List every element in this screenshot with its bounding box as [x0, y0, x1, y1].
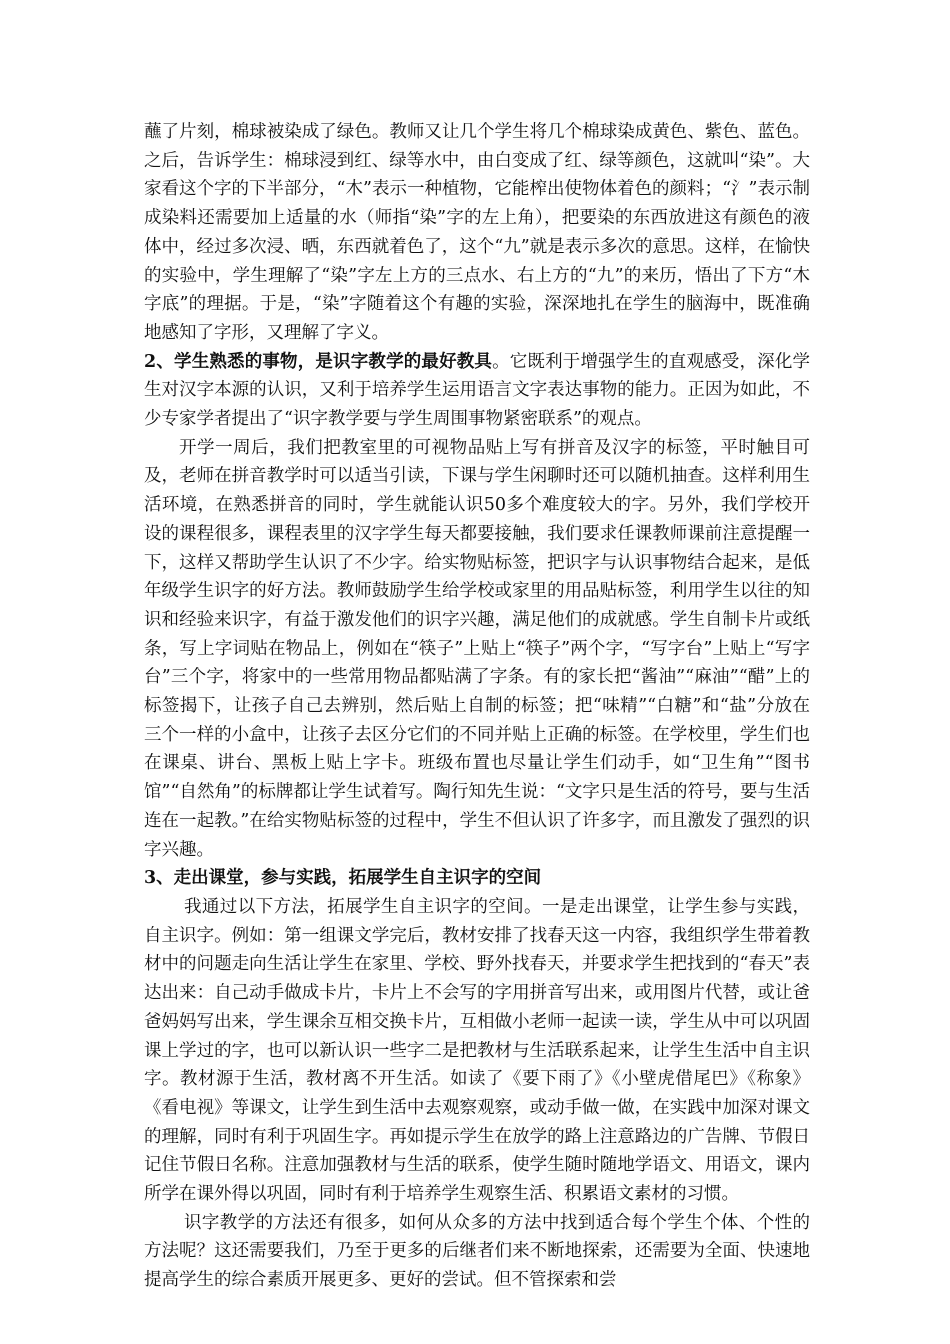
- paragraph-practice: 我通过以下方法，拓展学生自主识字的空间。一是走出课堂，让学生参与实践，自主识字。例如：第一组课文学完后，教材安排了找春天这一内容，我组织学生带着教材中的问题走向生活让学生在家里、学校、野外找春天，并要求学生把找到的“春天”表达出来：自己动手做成卡片，卡片上不会写的字用拼音写出来，或用图片代替，或让爸爸妈妈写出来，学生课余互相交换卡片，互相做小老师一起读一读，学生从中可以巩固课上学过的字，也可以新认识一些字二是把教材与生活联系起来，让学生生活中自主识字。教材源于生活，教材离不开生活。如读了《要下雨了》《小壁虎借尾巴》《称象》《看电视》等课文，让学生到生活中去观察观察，或动手做一做，在实践中加深对课文的理解，同时有利于巩固生字。再如提示学生在放学的路上注意路边的广告牌、节假日记住节假日名称。注意加强教材与生活的联系，使学生随时随地学语文、用语文，课内所学在课外得以巩固，同时有利于培养学生观察生活、积累语文素材的习惯。: [144, 896, 810, 1205]
- paragraph-dyeing-experiment: 蘸了片刻，棉球被染成了绿色。教师又让几个学生将几个棉球染成黄色、紫色、蓝色。之后，告诉学生：棉球浸到红、绿等水中，由白变成了红、绿等颜色，这就叫“染”。大家看这个字的下半部分，“木”表示一种植物，它能榨出使物体着色的颜料；“氵”表示制成染料还需要加上适量的水（师指“染”字的左上角），把要染的东西放进这有颜色的液体中，经过多次浸、晒，东西就着色了，这个“九”就是表示多次的意思。这样，在愉快的实验中，学生理解了“染”字左上方的三点水、右上方的“九”的来历，悟出了下方“木字底”的理据。于是，“染”字随着这个有趣的实验，深深地扎在学生的脑海中，既准确地感知了字形，又理解了字义。: [144, 122, 810, 343]
- document-body: [144, 118, 810, 1295]
- paragraph-conclusion: 识字教学的方法还有很多，如何从众多的方法中找到适合每个学生个体、个性的方法呢？这还需要我们，乃至于更多的后继者们来不断地探索，还需要为全面、快速地提高学生的综合素质开展更多、更好的尝试。但不管探索和尝: [144, 1212, 810, 1291]
- paragraph-labels: 开学一周后，我们把教室里的可视物品贴上写有拼音及汉字的标签，平时触目可及，老师在拼音教学时可以适当引读，下课与学生闲聊时还可以随机抽查。这样利用生活环境，在熟悉拼音的同时，学生就能认识50多个难度较大的字。另外，我们学校开设的课程很多，课程表里的汉字学生每天都要接触，我们要求任课教师课前注意提醒一下，这样又帮助学生认识了不少字。给实物贴标签，把识字与认识事物结合起来，是低年级学生识字的好方法。教师鼓励学生给学校或家里的用品贴标签，利用学生以往的知识和经验来识字，有益于激发他们的识字兴趣，满足他们的成就感。学生自制卡片或纸条，写上字词贴在物品上，例如在“筷子”上贴上“筷子”两个字，“写字台”上贴上“写字台”三个字，将家中的一些常用物品都贴满了字条。有的家长把“酱油”“麻油”“醋”上的标签揭下，让孩子自己去辨别，然后贴上自制的标签；把“味精”“白糖”和“盐”分放在三个一样的小盒中，让孩子去区分它们的不同并贴上正确的标签。在学校里，学生们也在课桌、讲台、黑板上贴上字卡。班级布置也尽量让学生们动手，如“卫生角”“图书馆”“自然角”的标牌都让学生试着写。陶行知先生说：“文字只是生活的符号，要与生活连在一起教。”在给实物贴标签的过程中，学生不但认识了许多字，而且激发了强烈的识字兴趣。: [144, 437, 810, 860]
- section-heading-3: 3、走出课堂，参与实践，拓展学生自主识字的空间: [144, 868, 542, 889]
- section-heading-2: 2、学生熟悉的事物，是识字教学的最好教具: [144, 351, 493, 372]
- paragraph-familiar-things: [144, 348, 810, 434]
- paragraph-familiar-things-text: 。它既利于增强学生的直观感受，深化学生对汉字本源的认识，又利于培养学生运用语言文字表达事物的能力。正因为如此，不少专家学者提出了“识字教学要与学生周围事物紧密联系”的观点。: [144, 351, 810, 430]
